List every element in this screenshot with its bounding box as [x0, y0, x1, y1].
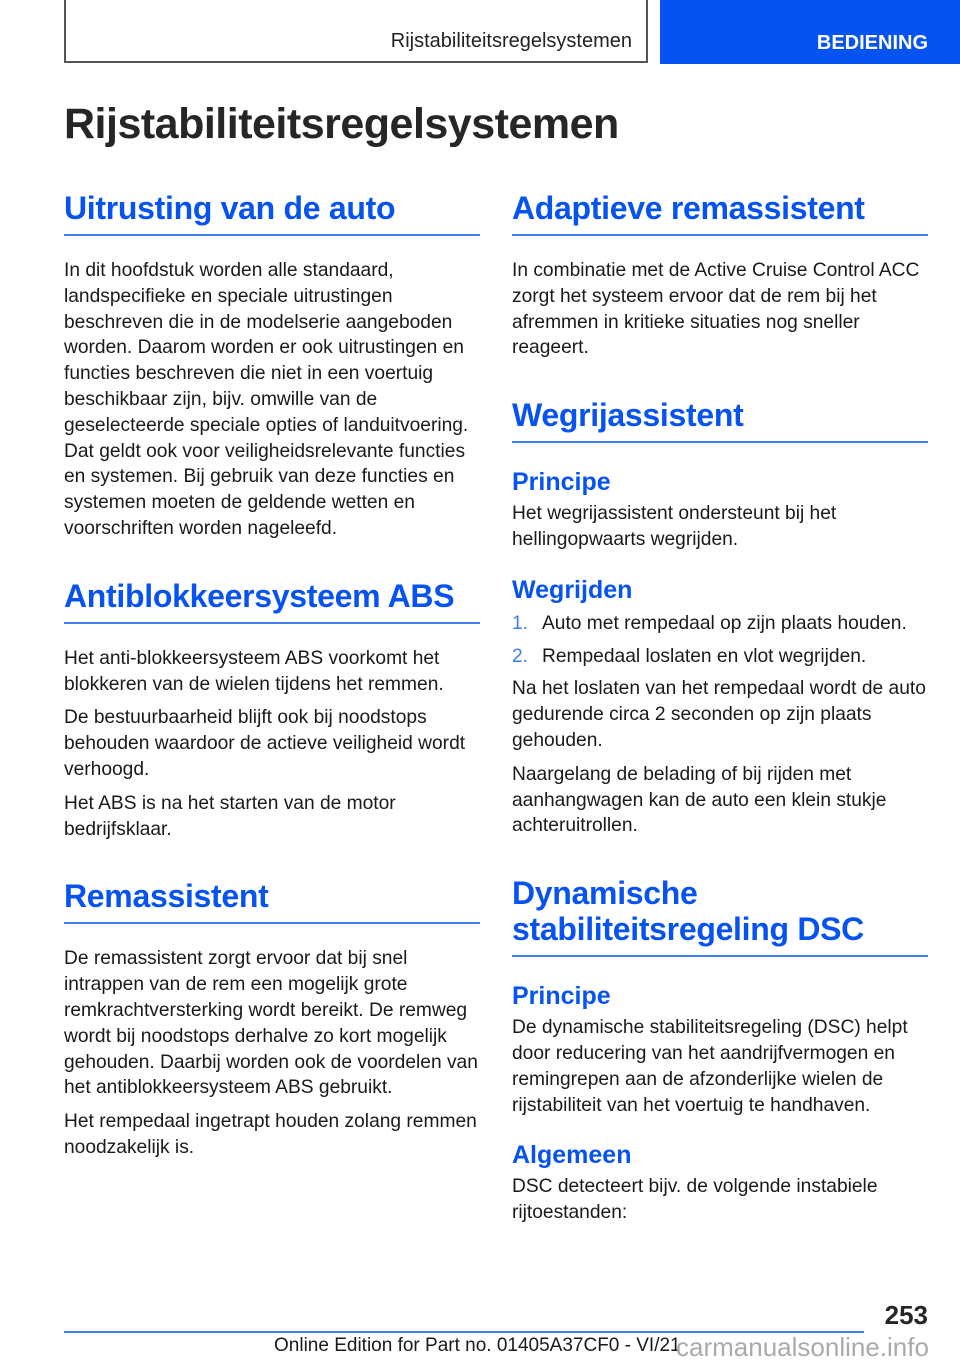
step-text: Rempedaal loslaten en vlot wegrijden. [542, 645, 867, 667]
paragraph: Het rempedaal ingetrapt houden zolang remmen noodzakelijk is. [64, 1111, 477, 1158]
watermark: carmanualsonline.info [676, 1332, 929, 1362]
heading-dsc: Dynamische stabiliteitsregeling DSC [512, 875, 928, 957]
paragraph: De bestuurbaarheid blijft ook bij noodstops behouden waardoor de actieve veiligheid wordt verhoogd. [64, 707, 466, 780]
paragraph: De dynamische stabiliteitsregeling (DSC) helpt door reducering van het aandrijfvermogen en remingrepen aan de afzonderlijke wielen de rijstabiliteit van het voertuig te handhaven. [512, 1017, 908, 1116]
heading-wegrijassistent: Wegrijassistent [512, 397, 928, 443]
heading-adaptieve-remassistent: Adaptieve remassistent [512, 190, 928, 236]
paragraph: Het wegrijassistent ondersteunt bij het hellingopwaarts wegrijden. [512, 503, 837, 550]
right-column [512, 190, 928, 1226]
paragraph: In combinatie met de Active Cruise Control ACC zorgt het systeem ervoor dat de rem bij het afremmen in kritieke situaties nog sneller reageert. [512, 260, 920, 359]
steps-list [512, 611, 928, 670]
paragraph: Het ABS is na het starten van de motor bedrijfsklaar. [64, 792, 396, 840]
step-number: 2. [512, 645, 529, 667]
paragraph: De remassistent zorgt ervoor dat bij snel intrappen van de rem een mogelijk grote remkrachtversterking wordt bereikt. De remweg wordt bij noodstops derhalve zo kort mogelijk gehouden. Daarbij worden ook de voordelen van het antiblokkeersysteem ABS gebruikt. [64, 948, 478, 1099]
subheading-principe: Principe [512, 468, 611, 497]
subheading-principe: Principe [512, 982, 611, 1011]
page-number: 253 [884, 1300, 928, 1330]
page-title: Rijstabiliteitsregelsystemen [64, 100, 619, 148]
list-item [512, 644, 928, 670]
subheading-wegrijden: Wegrijden [512, 575, 633, 604]
chapter-tab-label: BEDIENING [816, 32, 928, 54]
paragraph: Naargelang de belading of bij rijden met aanhangwagen kan de auto een klein stukje achteruitrollen. [512, 763, 887, 837]
chapter-tab [660, 0, 960, 64]
heading-abs: Antiblokkeersysteem ABS [64, 578, 480, 624]
heading-remassistent: Remassistent [64, 878, 480, 924]
list-item [512, 611, 928, 637]
paragraph: Na het loslaten van het rempedaal wordt de auto gedurende circa 2 seconden op zijn plaats gehouden. [512, 678, 926, 751]
paragraph: Het anti-blokkeersysteem ABS voorkomt het blokkeren van de wielen tijdens het remmen. [64, 647, 444, 695]
subheading-algemeen: Algemeen [512, 1141, 632, 1170]
paragraph: In dit hoofdstuk worden alle standaard, landspecifieke en speciale uitrustingen beschreven die in de modelserie aangeboden worden. Daarom worden er ook uitrustingen en functies beschreven die niet in een voertuig beschikbaar zijn, bijv. omwille van de geselecteerde speciale opties of landuitvoering. Dat geldt ook voor veiligheidsrelevante functies en systemen. Bij gebruik van deze functies en systemen moeten de geldende wetten en voorschriften worden nageleefd. [64, 260, 469, 539]
step-text: Auto met rempedaal op zijn plaats houden. [542, 612, 907, 634]
heading-uitrusting: Uitrusting van de auto [64, 190, 480, 236]
running-header [64, 0, 648, 63]
left-column [64, 190, 480, 1161]
paragraph: DSC detecteert bijv. de volgende instabiele rijtoestanden: [512, 1176, 878, 1224]
edition-text: Online Edition for Part no. 01405A37CF0 - VI/21 [274, 1335, 681, 1356]
running-header-title: Rijstabiliteitsregelsystemen [390, 30, 632, 52]
step-number: 1. [512, 612, 529, 634]
